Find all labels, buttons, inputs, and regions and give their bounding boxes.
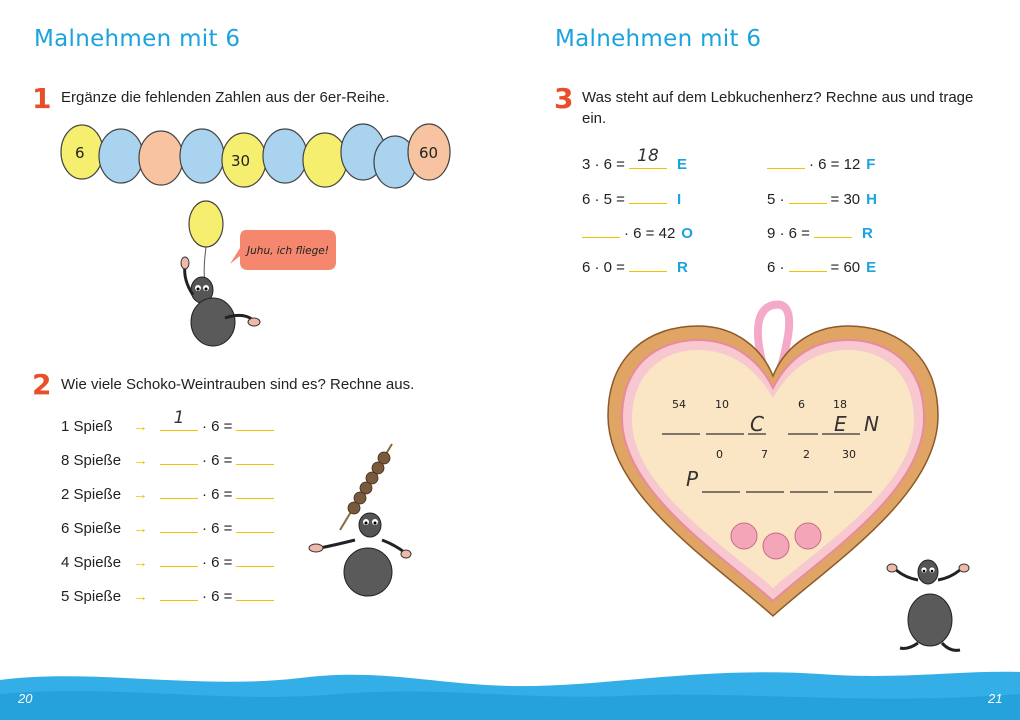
result-blank[interactable] (236, 550, 274, 567)
answer-blank[interactable] (160, 448, 198, 465)
result-blank[interactable] (236, 516, 274, 533)
heart-code-number: 7 (761, 448, 768, 461)
handwritten-answer: 18 (637, 146, 659, 166)
speech-bubble-text: Juhu, ich fliege! (247, 245, 329, 257)
bottom-wave-decoration (0, 660, 1020, 720)
speech-bubble (228, 226, 340, 278)
multiply-op: · 6 = (202, 520, 233, 537)
heart-code-number: 18 (833, 398, 847, 411)
answer-blank[interactable] (160, 408, 198, 431)
equation-post: = 30 (830, 191, 861, 208)
result-blank[interactable] (236, 414, 274, 431)
arrow-icon: → (133, 418, 148, 435)
page-number-left: 20 (18, 691, 33, 706)
equation (578, 221, 693, 242)
solution-letter: H (866, 191, 877, 208)
balloon-label-1: 6 (75, 144, 85, 162)
equation-pre: 6 · 0 = (582, 259, 625, 276)
task2-row (61, 584, 278, 605)
equation-post: · 6 = 12 (809, 156, 861, 173)
task1-number: 1 (32, 82, 52, 115)
multiply-op: · 6 = (202, 588, 233, 605)
heart-code-number: 0 (716, 448, 723, 461)
answer-blank[interactable] (629, 146, 667, 169)
equation-pre: 9 · 6 = (767, 225, 810, 242)
answer-blank[interactable] (789, 255, 827, 272)
equation-pre: 5 · (767, 191, 785, 208)
cheering-ant-illustration (878, 548, 978, 660)
task3-instruction: Was steht auf dem Lebkuchenherz? Rechne aus und trage ein. (582, 89, 974, 127)
answer-blank[interactable] (582, 221, 620, 238)
task3-number: 3 (554, 82, 574, 115)
answer-blank[interactable] (629, 187, 667, 204)
ant-with-balloon-illustration (165, 200, 275, 360)
balloon-label-2: 30 (231, 152, 251, 170)
solution-letter: F (866, 156, 876, 173)
multiply-op: · 6 = (202, 554, 233, 571)
balloon-4 (180, 129, 224, 183)
task2-row (61, 550, 278, 571)
ant-with-skewer-illustration (300, 440, 420, 610)
multiply-op: · 6 = (202, 486, 233, 503)
solution-letter: E (866, 259, 877, 276)
skewer-count: 1 Spieß (61, 418, 113, 435)
task2-row (61, 448, 278, 469)
equation (582, 187, 681, 208)
equation (763, 152, 875, 173)
equation-post: = 60 (830, 259, 861, 276)
multiply-op: · 6 = (202, 418, 233, 435)
equation (767, 187, 877, 208)
task2-instruction: Wie viele Schoko-Weintrauben sind es? Rechne aus. (61, 376, 415, 393)
answer-blank[interactable] (160, 516, 198, 533)
equation-pre: 6 · 5 = (582, 191, 625, 208)
answer-blank[interactable] (160, 482, 198, 499)
task2-number: 2 (32, 368, 52, 401)
skewer-count: 8 Spieße (61, 452, 122, 469)
arrow-icon: → (133, 588, 148, 605)
task1-instruction: Ergänze die fehlenden Zahlen aus der 6er-Reihe. (61, 89, 390, 106)
equation (767, 221, 873, 242)
answer-blank[interactable] (160, 550, 198, 567)
heart-code-number: 6 (798, 398, 805, 411)
heart-code-letter: P (686, 467, 699, 491)
balloon-7 (303, 133, 347, 187)
skewer-count: 2 Spieße (61, 486, 122, 503)
heart-code-number: 10 (715, 398, 729, 411)
heart-code-letter: C (750, 412, 764, 436)
answer-blank[interactable] (789, 187, 827, 204)
arrow-icon: → (133, 554, 148, 571)
right-page (510, 0, 1020, 720)
answer-blank[interactable] (629, 255, 667, 272)
arrow-icon: → (133, 520, 148, 537)
heart-code-number: 30 (842, 448, 856, 461)
skewer-count: 4 Spieße (61, 554, 122, 571)
heart-code-letter: E (834, 412, 847, 436)
balloon-label-3: 60 (419, 144, 439, 162)
balloon-6 (263, 129, 307, 183)
answer-blank[interactable] (814, 221, 852, 238)
heart-code-number: 54 (672, 398, 686, 411)
arrow-icon: → (133, 452, 148, 469)
skewer-count: 5 Spieße (61, 588, 122, 605)
skewer-count: 6 Spieße (61, 520, 122, 537)
task2-row (61, 408, 278, 435)
task2-row (61, 482, 278, 503)
left-page-title: Malnehmen mit 6 (34, 26, 241, 52)
multiply-op: · 6 = (202, 452, 233, 469)
solution-letter: E (676, 156, 687, 173)
result-blank[interactable] (236, 482, 274, 499)
equation-pre: 6 · (767, 259, 785, 276)
answer-blank[interactable] (767, 152, 805, 169)
answer-blank[interactable] (160, 584, 198, 601)
solution-letter: I (676, 191, 682, 208)
balloon-chain (55, 118, 455, 196)
result-blank[interactable] (236, 584, 274, 601)
equation (767, 255, 876, 276)
balloon-3 (139, 131, 183, 185)
equation (582, 146, 687, 173)
solution-letter: R (676, 259, 688, 276)
handwritten-answer: 1 (173, 408, 185, 428)
result-blank[interactable] (236, 448, 274, 465)
balloon-2 (99, 129, 143, 183)
task2-row (61, 516, 278, 537)
equation-pre: 3 · 6 = (582, 156, 625, 173)
heart-code-letter: N (864, 412, 879, 436)
solution-letter: O (681, 225, 693, 242)
heart-code-number: 2 (803, 448, 810, 461)
arrow-icon: → (133, 486, 148, 503)
solution-letter: R (861, 225, 873, 242)
equation (582, 255, 688, 276)
equation-post: · 6 = 42 (624, 225, 676, 242)
page-number-right: 21 (988, 691, 1003, 706)
right-page-title: Malnehmen mit 6 (555, 26, 762, 52)
